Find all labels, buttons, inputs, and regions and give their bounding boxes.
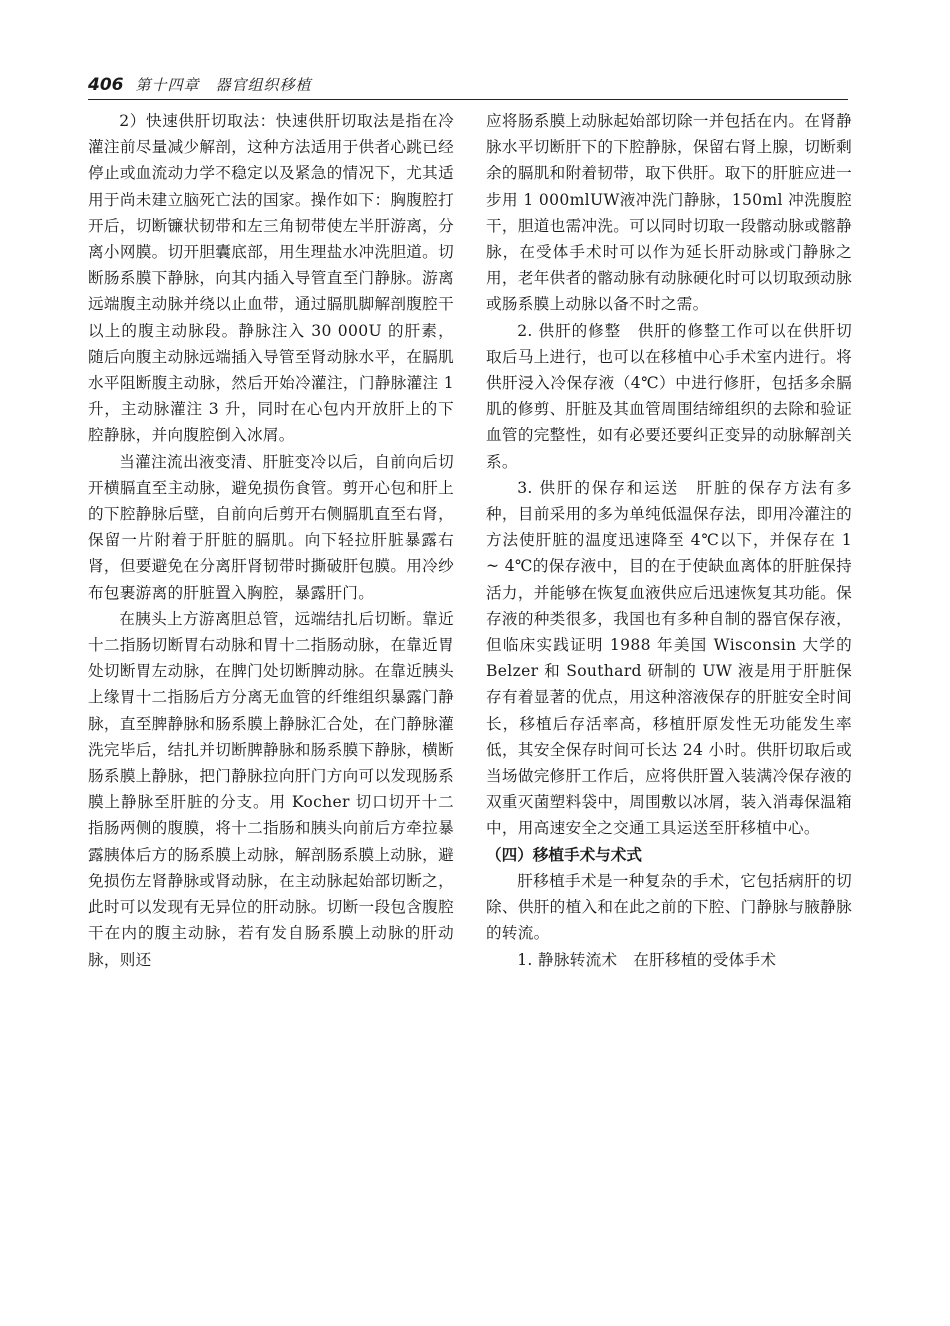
page-header [88, 70, 848, 100]
section-heading: （四）移植手术与术式 [486, 845, 642, 864]
paragraph: 在胰头上方游离胆总管，远端结扎后切断。靠近十二指肠切断胃右动脉和胃十二指肠动脉，在靠近胃处切断胃左动脉，在脾门处切断脾动脉。在靠近胰头上缘胃十二指肠后方分离无血管的纤维组织暴露门静脉，直至脾静脉和肠系膜上静脉汇合处，在门静脉灌洗完毕后，结扎并切断脾静脉和肠系膜下静脉，横断肠系膜上静脉，把门静脉拉向肝门方向可以发现肠系膜上静脉至肝脏的分支。用 Kocher 切口切开十二指肠两侧的腹膜，将十二指肠和胰头向前后方牵拉暴露胰体后方的肠系膜上动脉，解剖肠系膜上动脉，避免损伤左肾静脉或肾动脉，在主动脉起始部切断之，此时可以发现有无异位的肝动脉。切断一段包含腹腔干在内的腹主动脉，若有发自肠系膜上动脉的肝动脉，则还 [88, 609, 454, 969]
paragraph: 2. 供肝的修整 供肝的修整工作可以在供肝切取后马上进行，也可以在移植中心手术室内进行。将供肝浸入冷保存液（4℃）中进行修肝，包括多余膈肌的修剪、肝脏及其血管周围结缔组织的去除和验证血管的完整性，如有必要还要纠正变异的动脉解剖关系。 [486, 321, 852, 471]
paragraph: 2）快速供肝切取法：快速供肝切取法是指在冷灌注前尽量减少解剖，这种方法适用于供者心跳已经停止或血流动力学不稳定以及紧急的情况下，尤其适用于尚未建立脑死亡法的国家。操作如下：胸腹腔打开后，切断镰状韧带和左三角韧带使左半肝游离，分离小网膜。切开胆囊底部，用生理盐水冲洗胆道。切断肠系膜下静脉，向其内插入导管直至门静脉。游离远端腹主动脉并绕以止血带，通过膈肌脚解剖腹腔干以上的腹主动脉段。静脉注入 30 000U 的肝素，随后向腹主动脉远端插入导管至肾动脉水平，在膈肌水平阻断腹主动脉，然后开始冷灌注，门静脉灌注 1 升，主动脉灌注 3 升，同时在心包内开放肝上的下腔静脉，并向腹腔倒入冰屑。 [88, 112, 454, 445]
paragraph: 肝移植手术是一种复杂的手术，它包括病肝的切除、供肝的植入和在此之前的下腔、门静脉与腋静脉的转流。 [486, 871, 852, 943]
paragraph: 1. 静脉转流术 在肝移植的受体手术 [517, 950, 777, 969]
paragraph: 应将肠系膜上动脉起始部切除一并包括在内。在肾静脉水平切断肝下的下腔静脉，保留右肾上腺，切断剩余的膈肌和附着韧带，取下供肝。取下的肝脏应进一步用 1 000mlUW液冲洗门静脉，150ml 冲洗腹腔干，胆道也需冲洗。可以同时切取一段髂动脉或髂静脉，在受体手术时可以作为延长肝动脉或门静脉之用，老年供者的髂动脉有动脉硬化时可以切取颈动脉或肠系膜上动脉以备不时之需。 [486, 112, 852, 314]
paragraph: 3. 供肝的保存和运送 肝脏的保存方法有多种，目前采用的多为单纯低温保存法，即用冷灌注的方法使肝脏的温度迅速降至 4℃以下，并保存在 1 ~ 4℃的保存液中，目的在于使缺血离体的肝脏保持活力，并能够在恢复血液供应后迅速恢复其功能。保存液的种类很多，我国也有多种自制的器官保存液，但临床实践证明 1988 年美国 Wisconsin 大学的 Belzer 和 Southard 研制的 UW 液是用于肝脏保存有着显著的优点，用这种溶液保存的肝脏安全时间长，移植后存活率高，移植肝原发性无功能发生率低，其安全保存时间可长达 24 小时。供肝切取后或当场做完修肝工作后，应将供肝置入装满冷保存液的双重灭菌塑料袋中，周围敷以冰屑，装入消毒保温箱中，用高速安全之交通工具运送至肝移植中心。 [486, 478, 852, 838]
right-column [486, 108, 852, 973]
chapter-title: 第十四章 器官组织移植 [135, 76, 312, 94]
page-number: 406 [88, 75, 124, 95]
paragraph: 当灌注流出液变清、肝脏变冷以后，自前向后切开横膈直至主动脉，避免损伤食管。剪开心包和肝上的下腔静脉后壁，自前向后剪开右侧膈肌直至右肾，保留一片附着于肝脏的膈肌。向下轻拉肝脏暴露右肾，但要避免在分离肝肾韧带时撕破肝包膜。用冷纱布包裹游离的肝脏置入胸腔，暴露肝门。 [88, 452, 454, 602]
left-column [88, 108, 454, 973]
